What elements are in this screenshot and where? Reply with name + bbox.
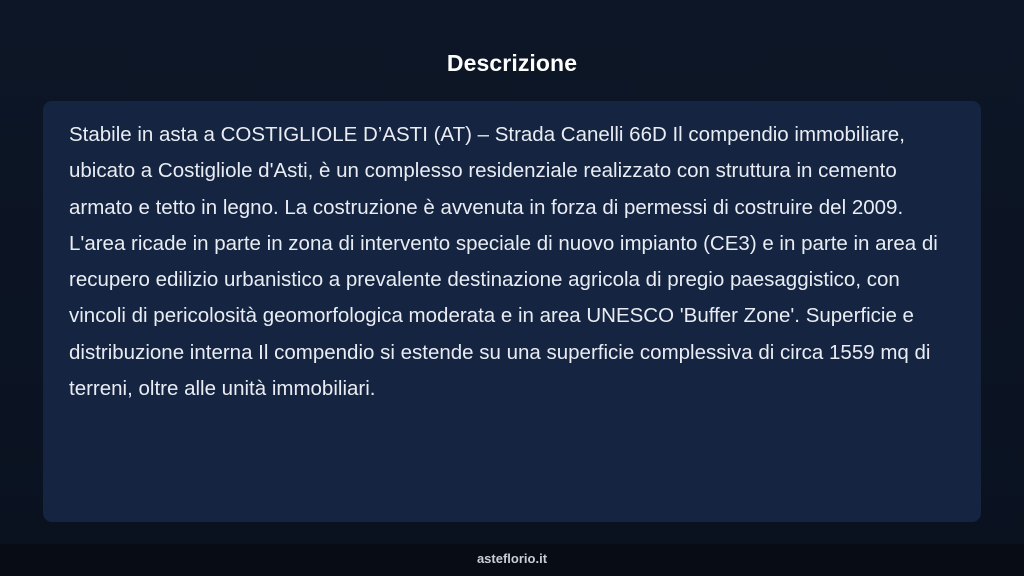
description-card	[43, 101, 981, 522]
description-text: Stabile in asta a COSTIGLIOLE D’ASTI (AT) – Strada Canelli 66D Il compendio immobiliare, ubicato a Costigliole d'Asti, è un complesso residenziale realizzato con struttura in cemento armato e tetto in legno. La costruzione è avvenuta in forza di permessi di costruire del 2009. L'area ricade in parte in zona di intervento speciale di nuovo impianto (CE3) e in parte in area di recupero edilizio urbanistico a prevalente destinazione agricola di pregio paesaggistico, con vincoli di pericolosità geomorfologica moderata e in area UNESCO 'Buffer Zone'. Superficie e distribuzione interna Il compendio si estende su una superficie complessiva di circa 1559 mq di terreni, oltre alle unità immobiliari.	[69, 123, 938, 401]
footer-site-link[interactable]: asteflorio.it	[476, 551, 548, 566]
page-title: Descrizione	[446, 50, 578, 76]
